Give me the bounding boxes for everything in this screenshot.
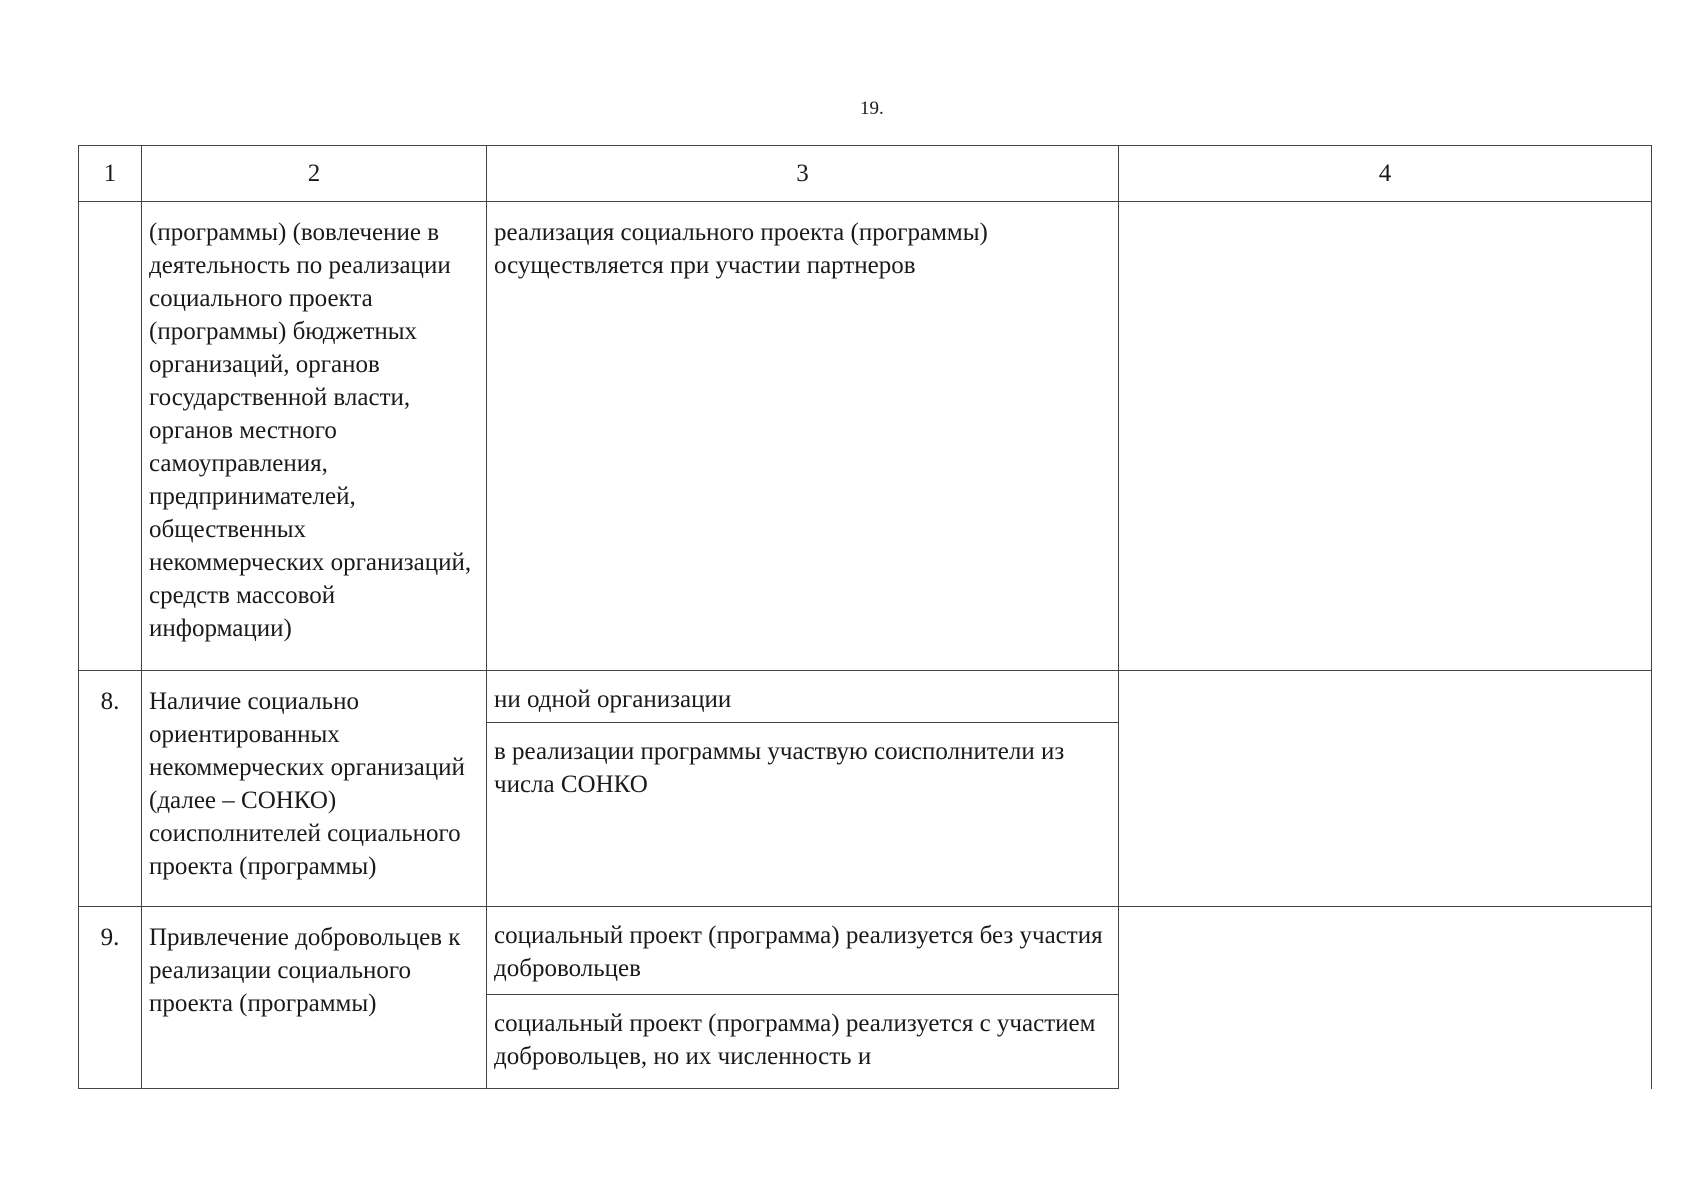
table-row-8 — [79, 671, 1652, 723]
row-number: 8. — [79, 671, 142, 907]
criterion-text: Привлечение добровольцев к реализации социального проекта (программы) — [142, 907, 487, 1089]
option-text: социальный проект (программа) реализуется без участия добровольцев — [487, 907, 1119, 995]
score-cell — [1119, 202, 1652, 671]
option-text: в реализации программы участвую соисполнители из числа СОНКО — [487, 723, 1119, 907]
criteria-table — [78, 145, 1652, 1089]
option-text: социальный проект (программа) реализуется с участием добровольцев, но их численность и — [487, 995, 1119, 1089]
header-col-3: 3 — [487, 146, 1119, 202]
table-row-continuation — [79, 202, 1652, 671]
row-number-empty — [79, 202, 142, 671]
header-col-2: 2 — [142, 146, 487, 202]
criterion-text: (программы) (вовлечение в деятельность по реализации социального проекта (программы) бюджетных организаций, органов государственной власти, органов местного самоуправления, предпринимателей, общественных некоммерческих организаций, средств массовой информации) — [142, 202, 487, 671]
criterion-text: Наличие социально ориентированных некоммерческих организаций (далее – СОНКО) соисполнителей социального проекта (программы) — [142, 671, 487, 907]
header-col-1: 1 — [79, 146, 142, 202]
option-text: ни одной организации — [487, 671, 1119, 723]
option-text: реализация социального проекта (программы) осуществляется при участии партнеров — [487, 202, 1119, 671]
table-header-row — [79, 146, 1652, 202]
page-number: 19. — [860, 98, 884, 119]
table-row-9 — [79, 907, 1652, 995]
header-col-4: 4 — [1119, 146, 1652, 202]
score-cell — [1119, 907, 1652, 1089]
row-number: 9. — [79, 907, 142, 1089]
score-cell — [1119, 671, 1652, 907]
